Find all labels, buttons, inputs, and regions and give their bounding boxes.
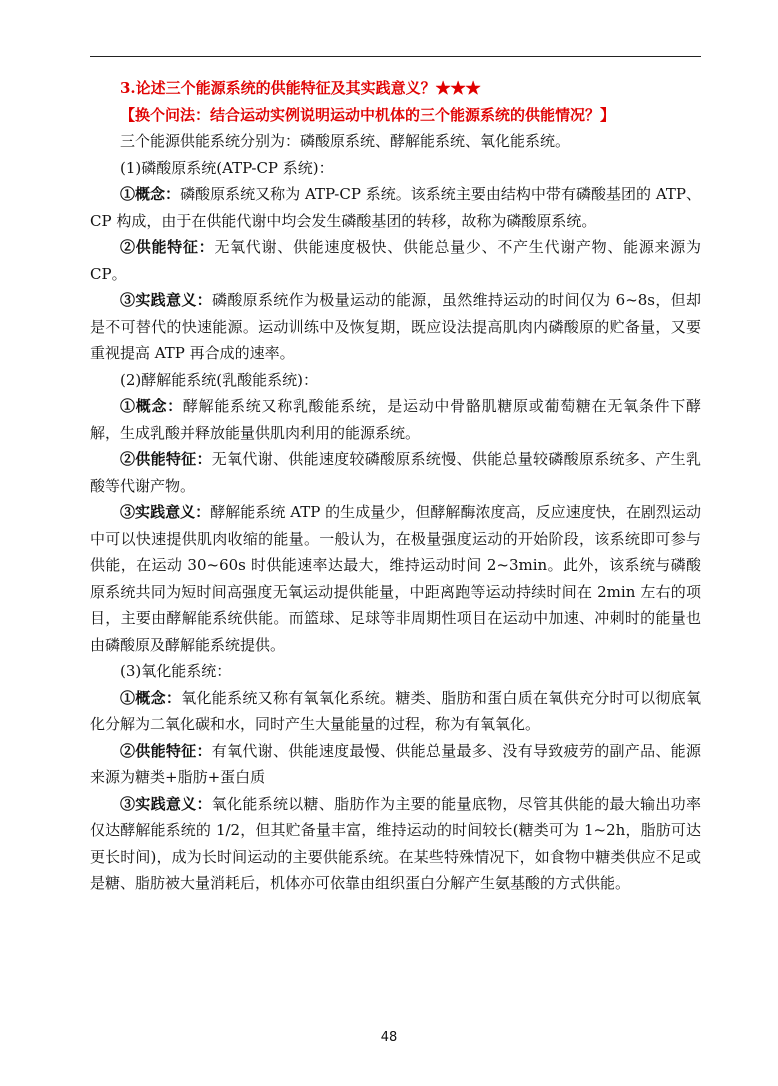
item-text: 无氧代谢、供能速度较磷酸原系统慢、供能总量较磷酸原系统多、产生乳酸等代谢产物。: [90, 450, 701, 495]
item-text: 磷酸原系统又称为 ATP-CP 系统。该系统主要由结构中带有磷酸基团的 ATP、CP 构成，由于在供能代谢中均会发生磷酸基团的转移，故称为磷酸原系统。: [90, 185, 701, 230]
concept-paragraph: [90, 685, 701, 738]
item-label: ②供能特征：: [120, 450, 212, 468]
item-text: 氧化能系统以糖、脂肪作为主要的能量底物，尽管其供能的最大输出功率仅达酵解能系统的 1/2，但其贮备量丰富，维持运动的时间较长(糖类可为 1~2h，脂肪可达更长时间)，成为长时间运动的主要供能系统。在某些特殊情况下，如食物中糖类供应不足或是糖、脂肪被大量消耗后，机体亦可依靠由组织蛋白分解产生氨基酸的方式供能。: [90, 794, 701, 892]
item-text: 有氧代谢、供能速度最慢、供能总量最多、没有导致疲劳的副产品、能源来源为糖类+脂肪+蛋白质: [90, 741, 701, 786]
page-number: 48: [380, 1030, 398, 1045]
intro-paragraph: 三个能源供能系统分别为：磷酸原系统、酵解能系统、氧化能系统。: [120, 132, 571, 150]
practice-paragraph: [90, 287, 701, 367]
item-text: 酵解能系统又称乳酸能系统，是运动中骨骼肌糖原或葡萄糖在无氧条件下酵解，生成乳酸并释放能量供肌肉利用的能源系统。: [90, 397, 701, 442]
item-label: ②供能特征：: [120, 741, 212, 760]
feature-paragraph: [90, 234, 701, 287]
item-label: ②供能特征：: [120, 238, 215, 256]
feature-paragraph: [90, 738, 701, 791]
item-label: ③实践意义：: [120, 794, 212, 813]
section-heading: (1)磷酸原系统(ATP-CP 系统)：: [120, 158, 334, 177]
section-heading: (2)酵解能系统(乳酸能系统)：: [120, 370, 318, 389]
question-title: 3.论述三个能源系统的供能特征及其实践意义？★★★: [120, 79, 481, 97]
item-label: ①概念：: [120, 397, 183, 415]
practice-paragraph: [90, 499, 701, 658]
header-rule: [90, 56, 701, 57]
item-text: 氧化能系统又称有氧氧化系统。糖类、脂肪和蛋白质在氧供充分时可以彻底氧化分解为二氧化碳和水，同时产生大量能量的过程，称为有氧氧化。: [90, 688, 701, 733]
item-label: ①概念：: [120, 688, 182, 707]
concept-paragraph: [90, 181, 701, 234]
page-content: [90, 75, 701, 897]
item-text: 磷酸原系统作为极量运动的能源，虽然维持运动的时间仅为 6~8s，但却是不可替代的快速能源。运动训练中及恢复期，既应设法提高肌肉内磷酸原的贮备量，又要重视提高 ATP 再合成的速率。: [90, 291, 701, 362]
item-label: ①概念：: [120, 185, 181, 203]
alternate-question: 【换个问法：结合运动实例说明运动中机体的三个能源系统的供能情况？】: [120, 105, 616, 124]
item-text: 无氧代谢、供能速度极快、供能总量少、不产生代谢产物、能源来源为 CP。: [90, 238, 701, 283]
item-text: 酵解能系统 ATP 的生成量少，但酵解酶浓度高，反应速度快，在剧烈运动中可以快速提供肌肉收缩的能量。一般认为，在极量强度运动的开始阶段，该系统即可参与供能，在运动 30~60s 时供能速率达最大，维持运动时间 2~3min。此外，该系统与磷酸原系统共同为短时间高强度无氧运动提供能量，中距离跑等运动持续时间在 2min 左右的项目，主要由酵解能系统供能。而篮球、足球等非周期性项目在运动中加速、冲刺时的能量也由磷酸原及酵解能系统提供。: [90, 503, 701, 654]
feature-paragraph: [90, 446, 701, 499]
concept-paragraph: [90, 393, 701, 446]
item-label: ③实践意义：: [120, 503, 211, 521]
practice-paragraph: [90, 791, 701, 897]
item-label: ③实践意义：: [120, 291, 212, 309]
section-heading: (3)氧化能系统：: [120, 662, 232, 680]
